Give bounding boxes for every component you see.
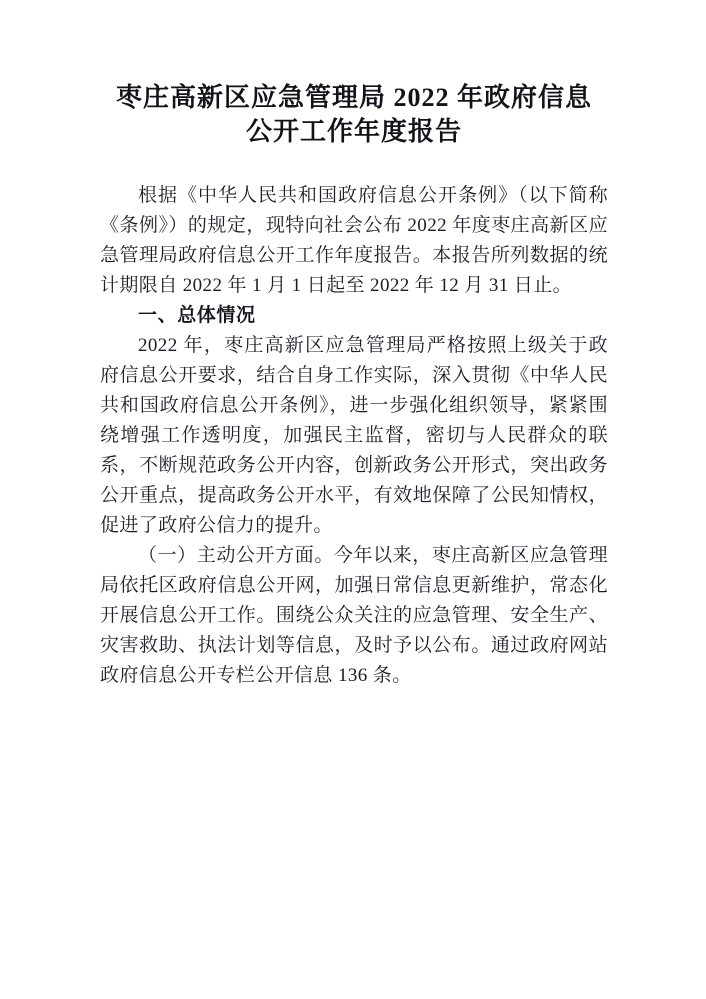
report-title-line1: 枣庄高新区应急管理局 2022 年政府信息 <box>115 83 592 112</box>
intro-paragraph: 根据《中华人民共和国政府信息公开条例》（以下简称《条例》）的规定，现特向社会公布 2022 年度枣庄高新区应急管理局政府信息公开工作年度报告。本报告所列数据的统计期限自 2022 年 1 月 1 日起至 2022 年 12 月 31 日止。 <box>100 185 608 296</box>
document-content <box>100 81 608 691</box>
report-title <box>100 81 608 149</box>
report-title-line2: 公开工作年度报告 <box>245 117 462 146</box>
proactive-disclosure-paragraph: （一）主动公开方面。今年以来，枣庄高新区应急管理局依托区政府信息公开网，加强日常信息更新维护，常态化开展信息公开工作。围绕公众关注的应急管理、安全生产、灾害救助、执法计划等信息，及时予以公布。通过政府网站政府信息公开专栏公开信息 136 条。 <box>100 545 608 686</box>
overview-paragraph: 2022 年，枣庄高新区应急管理局严格按照上级关于政府信息公开要求，结合自身工作实际，深入贯彻《中华人民共和国政府信息公开条例》，进一步强化组织领导，紧紧围绕增强工作透明度，加强民主监督，密切与人民群众的联系，不断规范政务公开内容，创新政务公开形式，突出政务公开重点，提高政务公开水平，有效地保障了公民知情权，促进了政府公信力的提升。 <box>100 335 608 536</box>
section-heading-overall-situation: 一、总体情况 <box>138 305 256 326</box>
